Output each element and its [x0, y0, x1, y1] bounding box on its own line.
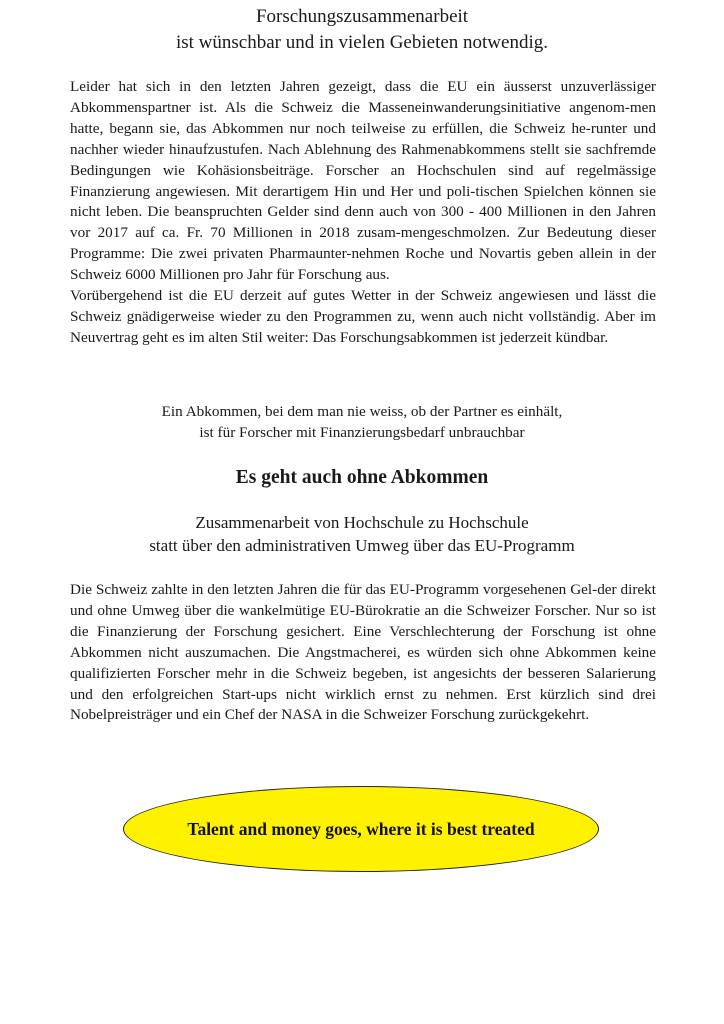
callout-text: Talent and money goes, where it is best treated [187, 818, 535, 839]
paragraph-text: Leider hat sich in den letzten Jahren gezeigt, dass die EU ein äusserst unzuverlässiger Abkommenspartner ist. Als die Schweiz die Masseneinwanderungsinitiative angenom-men hatte, begann sie, das Abkommen nur noch teilweise zu erfüllen, die Schweiz he-runter und nachher wieder hinaufzustufen. Nach Ablehnung des Rahmenabkommens stellt sie sachfremde Bedingungen wie Kohäsionsbeiträge. Forscher an Hochschulen sind auf regelmässige Finanzierung angewiesen. Mit derartigem Hin und Her und poli-tischen Spielchen können sie nicht leben. Die beanspruchten Gelder sind denn auch von 300 - 400 Millionen in den Jahren vor 2017 auf ca. Fr. 70 Millionen in 2018 zusam-mengeschmolzen. Zur Bedeutung dieser Programme: Die zwei privaten Pharmaunter-nehmen Roche und Novartis geben allein in der Schweiz 6000 Millionen pro Jahr für Forschung aus. [70, 78, 656, 284]
section-subheading-line1: Zusammenarbeit von Hochschule zu Hochschule [195, 513, 529, 532]
centered-statement-line2: ist für Forscher mit Finanzierungsbedarf unbrauchbar [199, 424, 525, 441]
page-heading-line1: Forschungszusammenarbeit [255, 6, 469, 27]
section-subheading [0, 511, 724, 557]
page-heading-line2: ist wünschbar und in vielen Gebieten notwendig. [175, 32, 548, 53]
centered-statement-line1: Ein Abkommen, bei dem man nie weiss, ob der Partner es einhält, [161, 403, 563, 420]
callout-ellipse [123, 786, 599, 872]
centered-statement [0, 401, 724, 443]
paragraph-swiss-funding: Die Schweiz zahlte in den letzten Jahren die für das EU-Programm vorgesehenen Gel-der direkt und ohne Umweg über die wankelmütige EU-Bürokratie an die Schweizer Forscher. Nur so ist die Finanzierung der Forschung gesichert. Eine Verschlechterung der Forschung ist ohne Abkommen nicht auszumachen. Die Angstmacherei, es würden sich ohne Abkommen keine qualifizierten Forscher mehr in die Schweiz begeben, ist angesichts der besseren Salarierung und den erfolgreichen Start-ups nicht wirklich ernst zu nehmen. Erst kürzlich sind drei Nobelpreisträger und ein Chef der NASA in die Schweizer Forschung zurückgekehrt. [70, 581, 656, 724]
paragraph-text: Vorübergehend ist die EU derzeit auf gutes Wetter in der Schweiz angewiesen und lässt die Schweiz gnädigerweise wieder zu den Programmen zu, wenn auch nicht vollständig. Aber im Neuvertrag geht es im alten Stil weiter: Das Forschungsabkommen ist jederzeit kündbar. [70, 287, 656, 346]
page-heading [0, 4, 724, 56]
paragraph-eu-unreliability [70, 77, 656, 349]
section-heading: Es geht auch ohne Abkommen [235, 467, 489, 488]
section-subheading-line2: statt über den administrativen Umweg über das EU-Programm [149, 536, 575, 555]
